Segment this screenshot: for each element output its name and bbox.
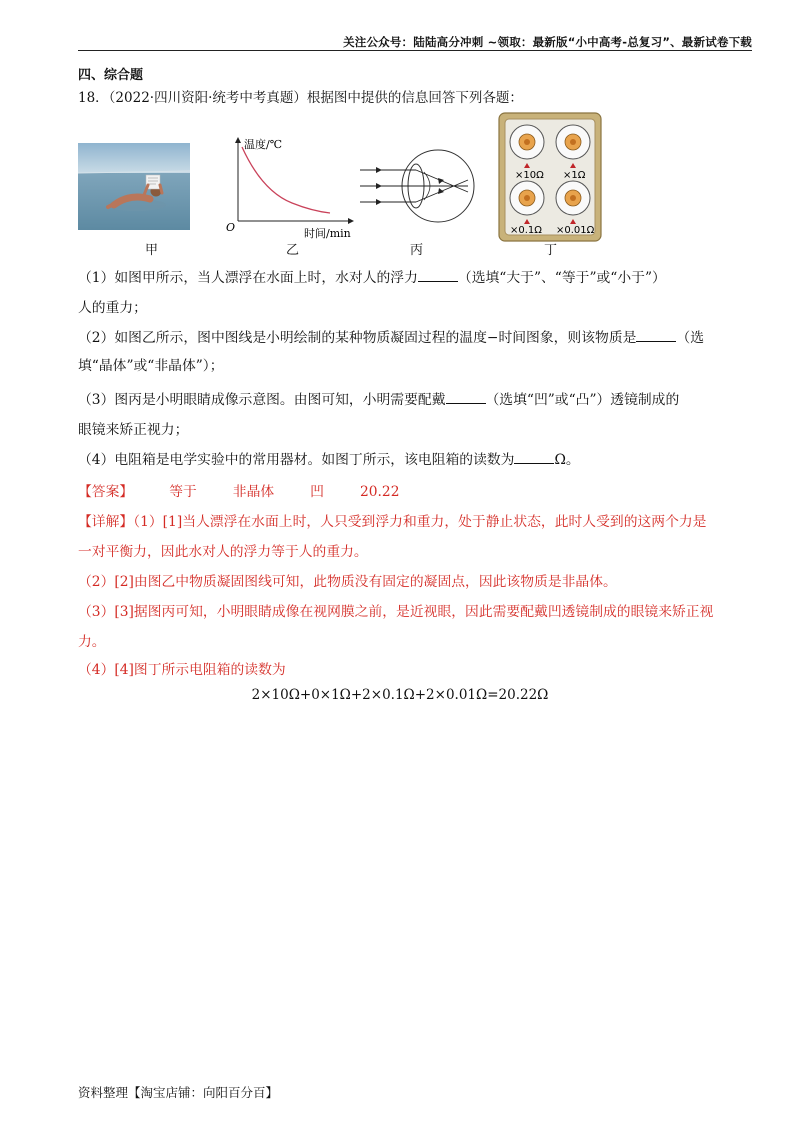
dial-label-x0.01: ×0.01Ω — [556, 225, 595, 236]
page-header: 关注公众号：陆陆高分冲刺 ~领取：最新版“小中高考-总复习”、最新试卷下载 — [343, 35, 752, 49]
figure-ding-caption: 丁 — [544, 243, 558, 258]
part-1-options: （选填“大于”、“等于”或“小于”） — [457, 270, 666, 286]
part-2-text: （2）如图乙所示，图中图线是小明绘制的某种物质凝固过程的温度−时间图象，则该物质是 — [78, 330, 637, 346]
detail-formula: 2×10Ω+0×1Ω+2×0.1Ω+2×0.01Ω=20.22Ω — [251, 687, 549, 703]
page-footer: 资料整理【淘宝店铺：向阳百分百】 — [78, 1085, 279, 1100]
detail-line-4: （3）[3]据图丙可知，小明眼睛成像在视网膜之前，是近视眼，因此需要配戴凹透镜制成的眼镜来矫正视 — [78, 604, 714, 620]
answer-1: 等于 — [169, 484, 197, 500]
graph-ylabel: 温度/℃ — [244, 138, 283, 151]
part-4-text: （4）电阻箱是电学实验中的常用器材。如图丁所示，该电阻箱的读数为 — [78, 452, 515, 468]
detail-text-1: （1）[1]当人漂浮在水面上时，人只受到浮力和重力，处于静止状态，此时人受到的这两个力是 — [133, 514, 707, 530]
figure-bing-eye — [358, 140, 478, 232]
detail-line-2: 一对平衡力，因此水对人的浮力等于人的重力。 — [78, 544, 368, 560]
detail-line-5: 力。 — [78, 634, 106, 650]
answer-line — [78, 482, 399, 502]
detail-line-1 — [78, 512, 706, 532]
part-1-line — [78, 268, 666, 288]
figure-yi-graph — [222, 133, 362, 241]
part-1-cont: 人的重力； — [78, 300, 147, 316]
figure-jia-photo — [78, 143, 190, 230]
part-3-cont: 眼镜来矫正视力； — [78, 422, 189, 438]
part-2-line — [78, 328, 704, 348]
question-stem: 18．（2022·四川资阳·统考中考真题）根据图中提供的信息回答下列各题： — [78, 90, 523, 106]
part-3-options: （选填“凹”或“凸”）透镜制成的 — [485, 392, 680, 408]
figure-ding-resistance-box — [498, 112, 602, 242]
section-title: 四、综合题 — [78, 68, 144, 83]
part-4-line — [78, 450, 580, 470]
part-4-unit: Ω。 — [554, 452, 580, 468]
answer-3: 凹 — [310, 484, 324, 500]
dial-label-x1: ×1Ω — [563, 170, 586, 181]
answer-label: 【答案】 — [78, 484, 134, 500]
part-3-blank — [446, 391, 486, 404]
detail-label: 【详解】 — [78, 514, 134, 530]
graph-origin: O — [226, 221, 236, 234]
answer-4: 20.22 — [359, 484, 400, 500]
dial-label-x0.1: ×0.1Ω — [510, 225, 542, 236]
part-2-blank — [636, 329, 676, 342]
figure-jia-caption: 甲 — [145, 243, 159, 258]
part-2-options: （选 — [676, 330, 705, 346]
figure-bing-caption: 丙 — [410, 243, 424, 258]
answer-2: 非晶体 — [232, 484, 275, 500]
part-4-blank — [514, 451, 554, 464]
header-rule — [78, 50, 752, 51]
detail-line-6: （4）[4]图丁所示电阻箱的读数为 — [78, 662, 286, 678]
graph-xlabel: 时间/min — [304, 227, 351, 240]
part-1-text: （1）如图甲所示，当人漂浮在水面上时，水对人的浮力 — [78, 270, 418, 286]
part-3-line — [78, 390, 679, 410]
dial-label-x10: ×10Ω — [515, 170, 544, 181]
part-3-text: （3）图丙是小明眼睛成像示意图。由图可知，小明需要配戴 — [78, 392, 446, 408]
detail-line-3: （2）[2]由图乙中物质凝固图线可知，此物质没有固定的凝固点，因此该物质是非晶体。 — [78, 574, 617, 590]
figure-yi-caption: 乙 — [286, 243, 300, 258]
part-2-cont: 填“晶体”或“非晶体”）； — [78, 358, 224, 374]
part-1-blank — [418, 269, 458, 282]
